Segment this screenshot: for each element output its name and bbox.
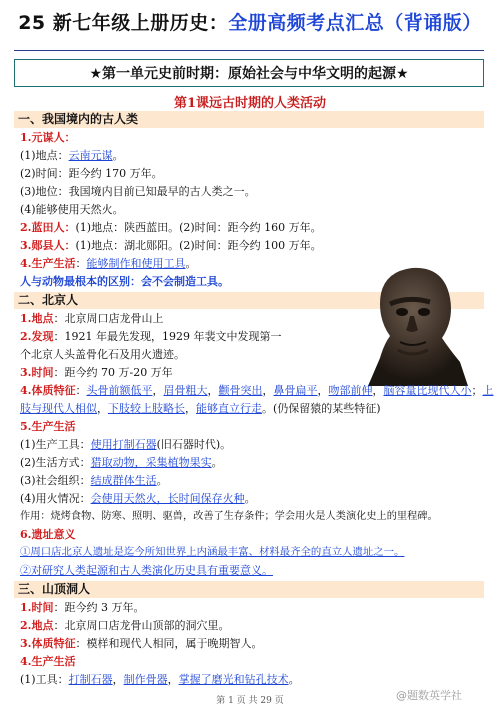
peking-man-bust-image <box>350 258 474 388</box>
peking-discovery: 2.发现：1921 年最先发现，1929 年裴文中发现第一 <box>20 330 282 343</box>
section-heading-upper-cave: 三、山顶洞人 <box>14 581 484 598</box>
yunxian-line: 3.郧县人：(1)地点：湖北郧阳。(2)时间：距今约 100 万年。 <box>20 239 322 252</box>
section-heading-ancient-humans: 一、我国境内的古人类 <box>14 111 484 128</box>
yuanmou-heading: 1.元谋人： <box>20 131 76 144</box>
yuanmou-fire: (4)能够使用天然火。 <box>20 203 124 216</box>
page-title-part1: 25 新七年级上册历史： <box>18 12 229 34</box>
section-heading-peking-man: 二、北京人 <box>14 292 484 309</box>
title-divider <box>14 50 484 51</box>
peking-physique-cont: 肢与现代人相似，下肢较上肢略长，能够直立行走。(仍保留猿的某些特征) <box>20 402 381 415</box>
unit-banner: ★第一单元史前时期：原始社会与中华文明的起源★ <box>14 59 484 87</box>
peking-lifestyle: (2)生活方式：猎取动物，采集植物果实。 <box>20 456 223 469</box>
peking-time: 3.时间：距今约 70 万-20 万年 <box>20 366 173 379</box>
yuanmou-time: (2)时间：距今约 170 万年。 <box>20 167 163 180</box>
yuanmou-status: (3)地位：我国境内目前已知最早的古人类之一。 <box>20 185 256 198</box>
upper-cave-location: 2.地点：北京周口店龙骨山顶部的洞穴里。 <box>20 619 230 632</box>
page-number-footer: 第 1 页 共 29 页 <box>216 696 284 706</box>
human-animal-difference: 人与动物最根本的区别：会不会制造工具。 <box>20 275 229 288</box>
upper-cave-time: 1.时间：距今约 3 万年。 <box>20 601 145 614</box>
lesson-title: 第1课远古时期的人类活动 <box>173 96 327 111</box>
watermark: @题数英学社 <box>396 689 462 702</box>
peking-site-heading: 6.遗址意义 <box>20 528 76 541</box>
peking-fire: (4)用火情况：会使用天然火，长时间保存火种。 <box>20 492 256 505</box>
upper-cave-physique: 3.体质特征：模样和现代人相同，属于晚期智人。 <box>20 637 263 650</box>
production-life-line: 4.生产生活：能够制作和使用工具。 <box>20 257 197 270</box>
peking-location: 1.地点：北京周口店龙骨山上 <box>20 312 164 325</box>
peking-social: (3)社会组织：结成群体生活。 <box>20 474 168 487</box>
peking-site-significance-2: ②对研究人类起源和古人类演化历史具有重要意义。 <box>20 564 273 577</box>
peking-discovery-cont: 个北京人头盖骨化石及用火遗迹。 <box>20 348 185 361</box>
peking-site-significance-1: ①周口店北京人遗址是迄今所知世界上内涵最丰富、材料最齐全的直立人遗址之一。 <box>20 546 405 558</box>
peking-physique: 4.体质特征：头骨前额低平，眉骨粗大，颧骨突出，鼻骨扁平，吻部前伸，脑容量比现代人小；上 <box>20 384 494 397</box>
upper-cave-life-heading: 4.生产生活 <box>20 655 76 668</box>
lantian-line: 2.蓝田人：(1)地点：陕西蓝田。(2)时间：距今约 160 万年。 <box>20 221 322 234</box>
peking-fire-effect: 作用：烧烤食物、防寒、照明、驱兽，改善了生存条件；学会用火是人类演化史上的里程碑。 <box>20 511 438 522</box>
skull-illustration <box>350 258 474 388</box>
page-title <box>0 8 500 35</box>
yuanmou-location: (1)地点：云南元谋。 <box>20 149 124 162</box>
page-title-part2: 全册高频考点汇总（背诵版） <box>228 12 482 34</box>
peking-life-heading: 5.生产生活 <box>20 420 76 433</box>
peking-tools: (1)生产工具：使用打制石器(旧石器时代)。 <box>20 438 232 451</box>
upper-cave-tools: (1)工具：打制石器，制作骨器，掌握了磨光和钻孔技术。 <box>20 673 300 686</box>
